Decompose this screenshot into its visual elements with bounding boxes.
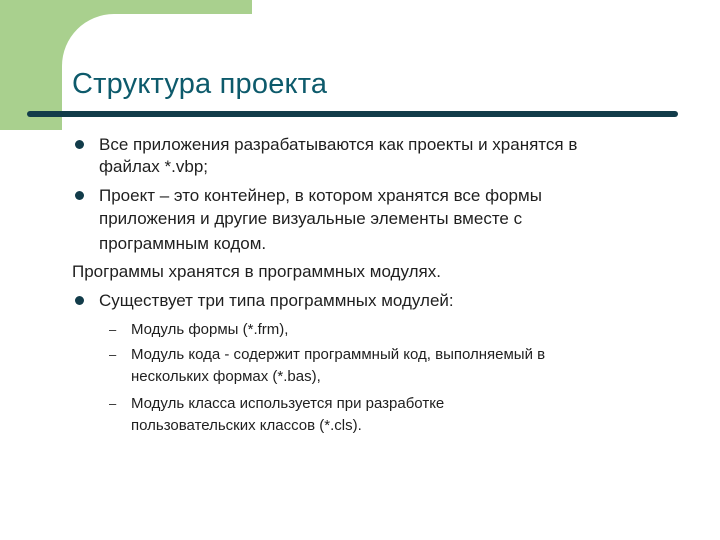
dash-marker-icon: –	[109, 322, 117, 337]
sub-bullet-text-line: нескольких формах (*.bas),	[131, 368, 321, 385]
bullet-text-line: приложения и другие визуальные элементы вместе с	[99, 209, 523, 228]
sub-bullet-text-line: Модуль кода - содержит программный код, выполняемый в	[131, 346, 546, 363]
dash-marker-icon: –	[109, 347, 117, 362]
bullet-text-line: Все приложения разрабатываются как проекты и хранятся в	[99, 135, 578, 154]
body-text-line: Программы хранятся в программных модулях.	[72, 262, 441, 281]
sub-bullet-text-line: пользовательских классов (*.cls).	[131, 417, 362, 434]
bullet-text-line: программным кодом.	[99, 234, 267, 253]
sub-bullet-text-line: Модуль формы (*.frm),	[131, 321, 289, 338]
bullet-dot-icon	[75, 140, 84, 149]
bullet-text-line: Существует три типа программных модулей:	[99, 291, 454, 310]
sub-bullet-text-line: Модуль класса используется при разработке	[131, 395, 445, 412]
bullet-text-line: Проект – это контейнер, в котором хранятся все формы	[99, 186, 542, 205]
slide-title: Структура проекта	[72, 68, 328, 100]
bullet-dot-icon	[75, 296, 84, 305]
bullet-dot-icon	[75, 191, 84, 200]
dash-marker-icon: –	[109, 396, 117, 411]
bullet-text-line: файлах *.vbp;	[99, 157, 209, 176]
